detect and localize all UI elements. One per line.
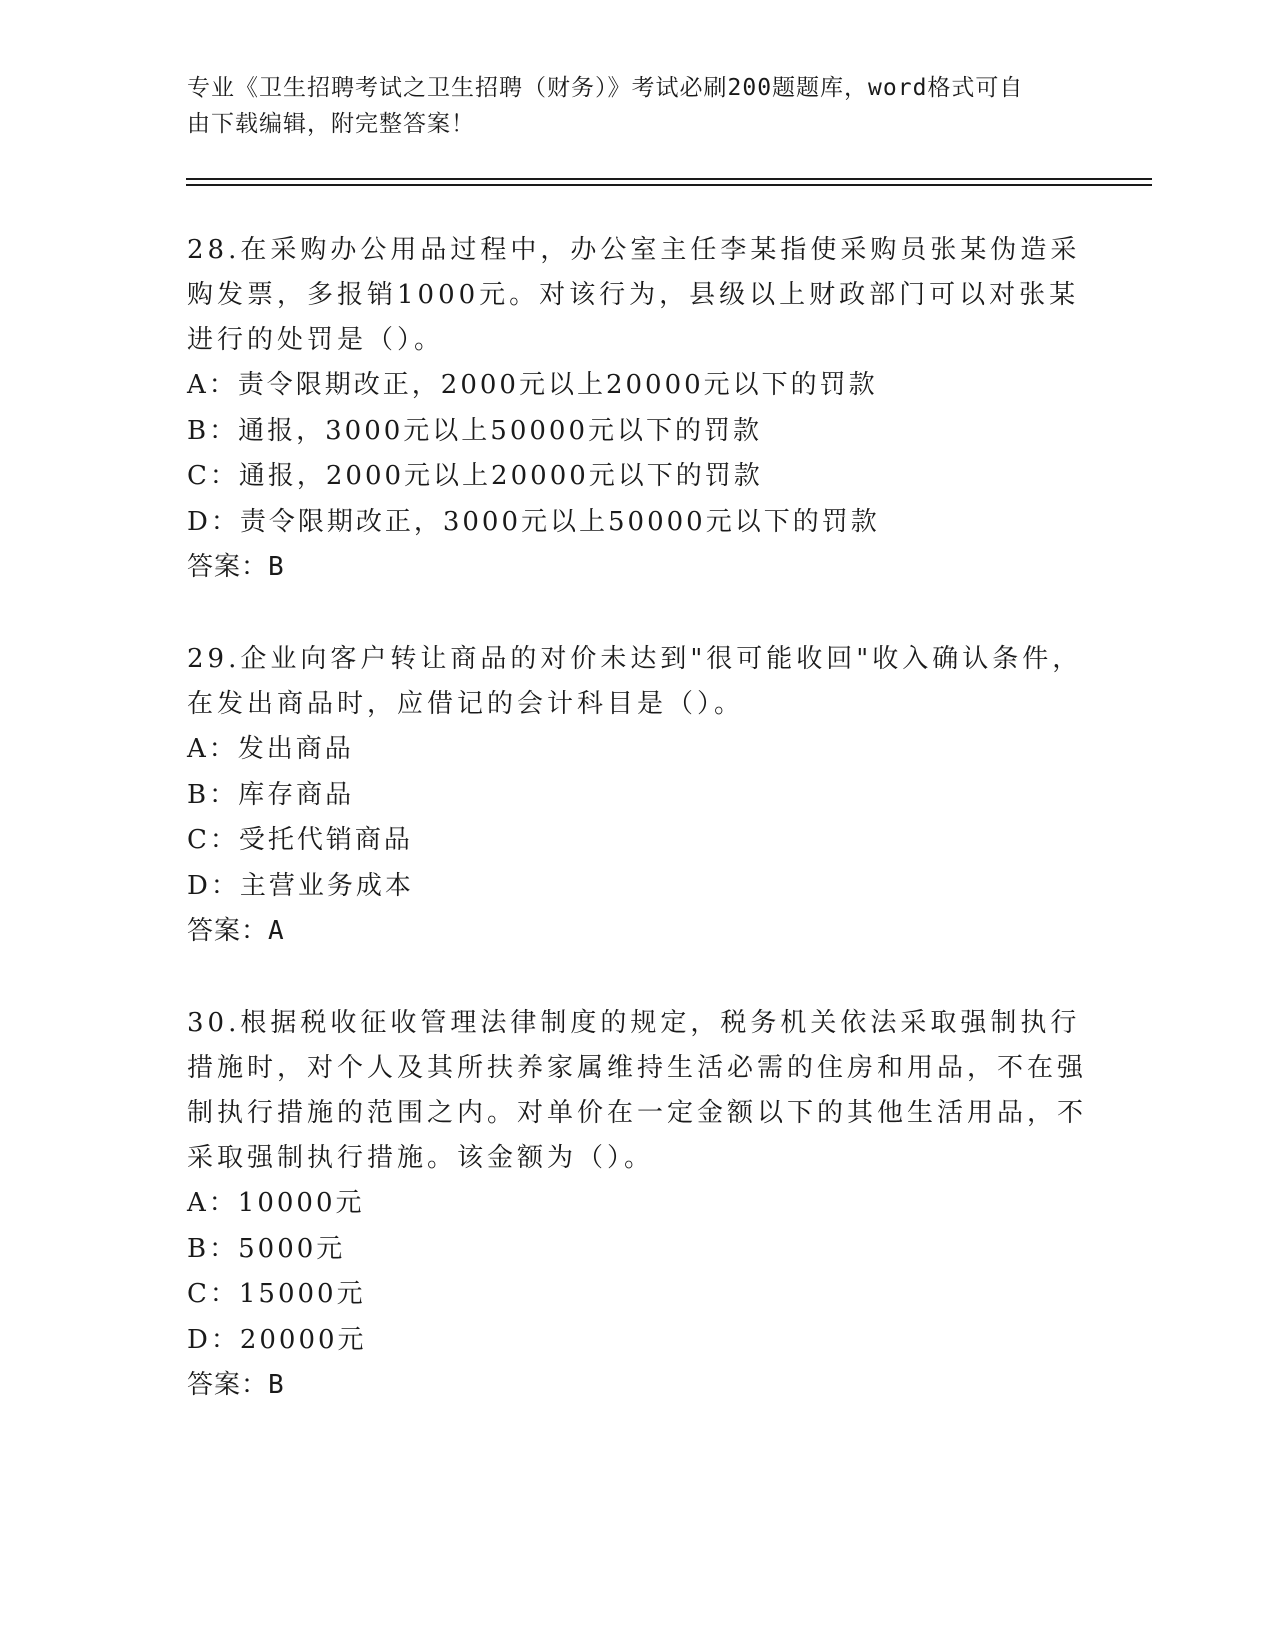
- question-29: [187, 637, 1087, 954]
- option-b: B：通报，3000元以上50000元以下的罚款: [187, 415, 762, 446]
- option-c: C：通报，2000元以上20000元以下的罚款: [187, 461, 763, 491]
- option-c: C：15000元: [187, 1279, 366, 1309]
- question-28: [187, 228, 1087, 590]
- option-a: A：10000元: [187, 1188, 365, 1218]
- option-a: A：发出商品: [187, 734, 354, 764]
- answer-line: 答案：B: [187, 1370, 285, 1400]
- option-b: B：5000元: [187, 1233, 346, 1264]
- option-c: C：受托代销商品: [187, 825, 413, 855]
- option-d: D：责令限期改正，3000元以上50000元以下的罚款: [187, 506, 880, 537]
- header-divider-bottom: [186, 184, 1152, 186]
- document-header: [187, 70, 1067, 142]
- header-divider-top: [186, 178, 1152, 180]
- question-stem: 29.企业向客户转让商品的对价未达到"很可能收回"收入确认条件，在发出商品时，应借记的会计科目是（）。: [187, 644, 1083, 719]
- answer-line: 答案：B: [187, 552, 285, 582]
- header-line-1: 专业《卫生招聘考试之卫生招聘（财务）》考试必刷200题题库，word格式可自: [187, 75, 1024, 101]
- header-line-2: 由下载编辑，附完整答案！: [187, 111, 475, 137]
- question-stem: 28.在采购办公用品过程中，办公室主任李某指使采购员张某伪造采购发票，多报销1000元。对该行为，县级以上财政部门可以对张某进行的处罚是（）。: [187, 235, 1081, 355]
- answer-line: 答案：A: [187, 916, 285, 946]
- option-a: A：责令限期改正，2000元以上20000元以下的罚款: [187, 370, 878, 400]
- question-stem: 30.根据税收征收管理法律制度的规定，税务机关依法采取强制执行措施时，对个人及其所扶养家属维持生活必需的住房和用品，不在强制执行措施的范围之内。对单价在一定金额以下的其他生活用品，不采取强制执行措施。该金额为（）。: [187, 1008, 1088, 1173]
- option-d: D：20000元: [187, 1324, 367, 1355]
- question-30: [187, 1001, 1087, 1408]
- option-b: B：库存商品: [187, 779, 355, 810]
- option-d: D：主营业务成本: [187, 870, 414, 901]
